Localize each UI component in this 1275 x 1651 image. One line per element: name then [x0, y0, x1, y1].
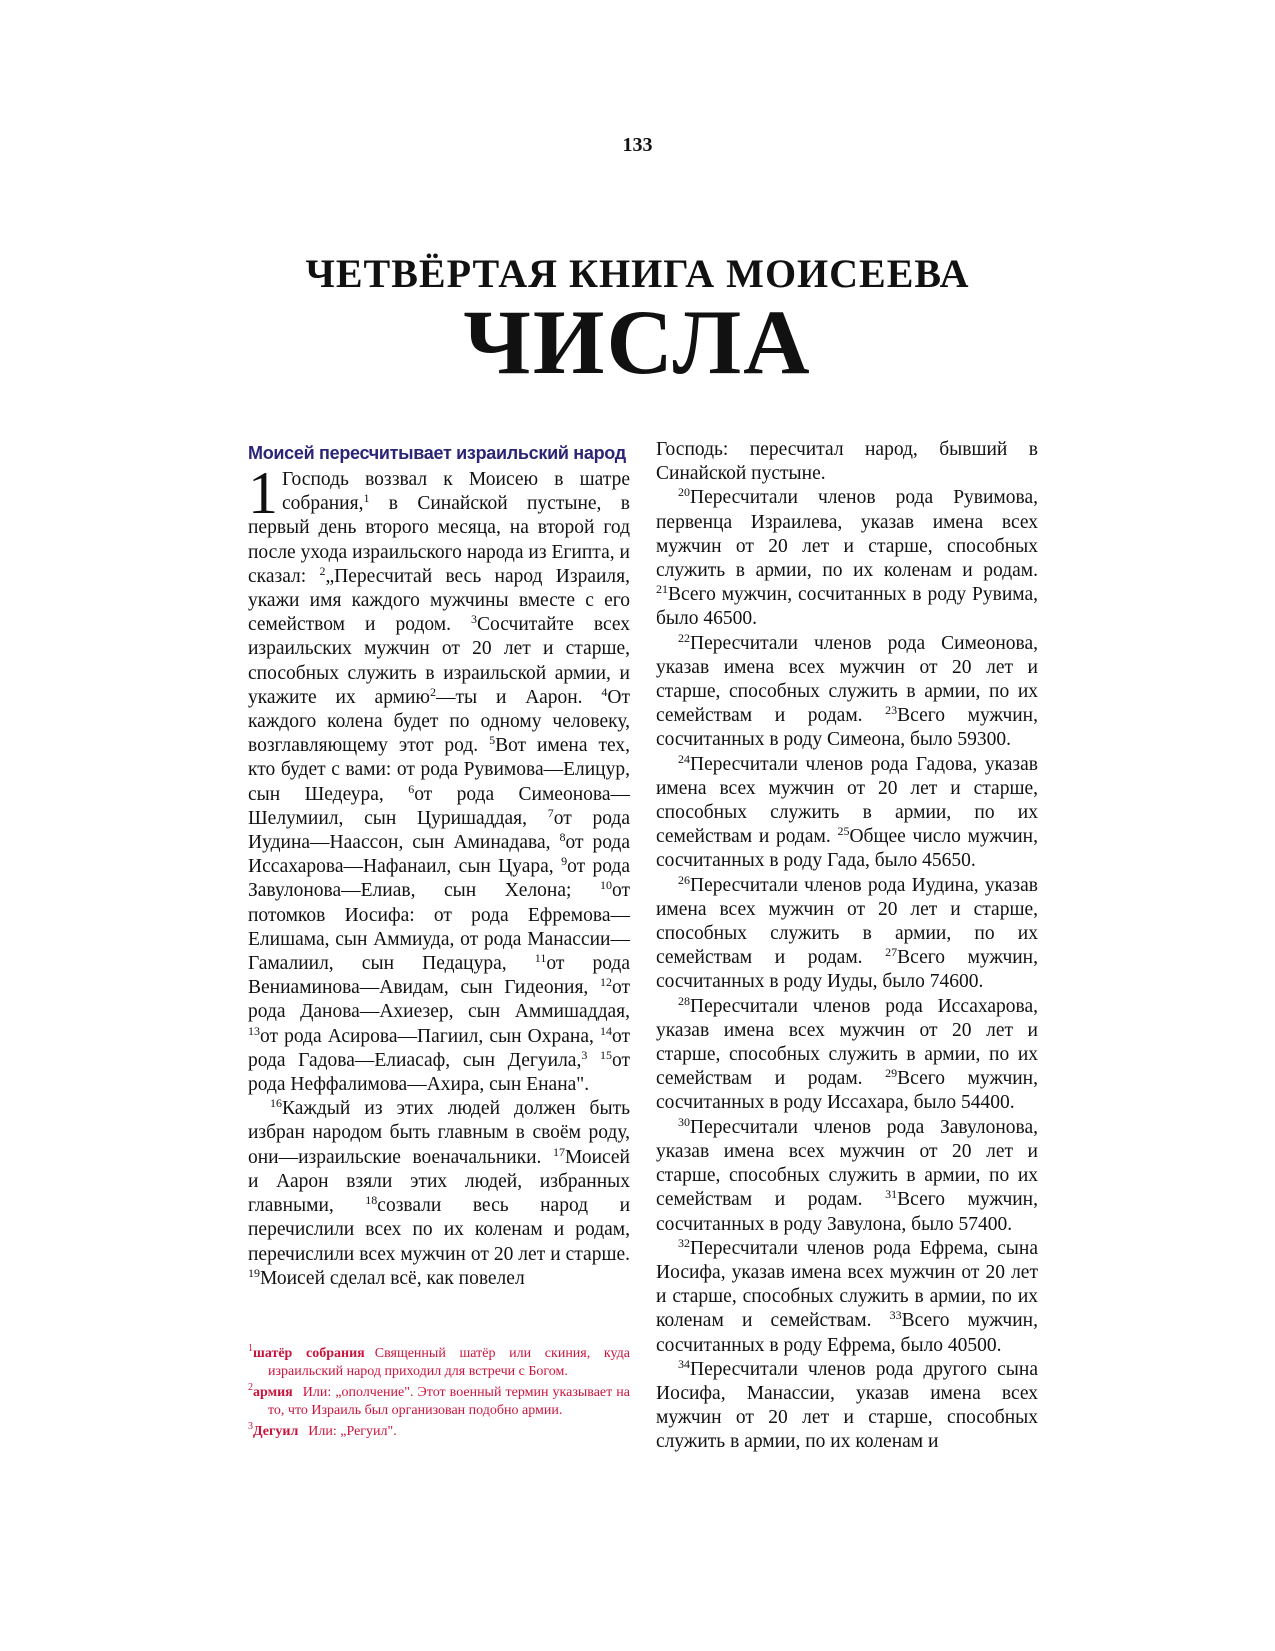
verse-text: от рода Иссахарова—Нафанаил, сын Цуара,	[248, 832, 631, 878]
verse-text: от рода Иудина—Наассон, сын Аминадава,	[248, 807, 630, 854]
verse-number: 28	[678, 993, 690, 1008]
verse-number: 6	[408, 781, 415, 796]
footnote	[248, 1423, 630, 1441]
footnote-term: шатёр собрания	[253, 1346, 365, 1361]
verse-text: Сосчитайте всех израильских мужчин от 20 лет и старше, способных служить в израильской армии, и укажите их армию	[248, 614, 630, 708]
footnote-text: Или: „ополчение". Этот военный термин указывает на то, что Израиль был организован подобно армии.	[268, 1385, 630, 1418]
verse-text: Всего мужчин, сосчитанных в роду Завулона, было 57400.	[656, 1189, 1038, 1235]
verse-text: Пересчитали членов рода Иудина, указав имена всех мужчин от 20 лет и старше, способных служить в армии, по их семействам и родам.	[656, 874, 1038, 969]
verse-text: —ты и Аарон.	[436, 686, 602, 708]
verse-paragraph	[656, 874, 1038, 995]
verse-text: Пересчитали членов рода Завулонова, указав имена всех мужчин от 20 лет и старше, способных служить в армии, по их семействам и родам.	[656, 1116, 1038, 1211]
verse-text: От каждого колена будет по одному человеку, возглавляющему этот род.	[248, 686, 630, 757]
verse-text: от рода Неффалимова—Ахира, сын Енана".	[248, 1049, 630, 1096]
verse-text: от рода Симеонова—Шелумиил, сын Цуришаддая,	[248, 783, 630, 829]
verse-text: „Пересчитай весь народ Израиля, укажи имя каждого мужчины вместе с его семейством и родом.	[248, 565, 630, 636]
verse-number: 13	[248, 1023, 260, 1038]
verse-number: 7	[547, 805, 554, 820]
verse-text: созвали весь народ и перечислили всех по их коленам и родам, перечислили всех мужчин от 20 лет и старше.	[248, 1195, 631, 1265]
verse-number: 23	[885, 703, 898, 718]
verse-paragraph	[656, 753, 1038, 874]
verse-text: от рода Завулонова—Елиав, сын Хелона;	[248, 856, 630, 902]
verse-number: 19	[248, 1265, 260, 1280]
verse-text: от рода Вениаминова—Авидам, сын Гидеония,	[248, 953, 630, 999]
verse-text: Всего мужчин, сосчитанных в роду Симеона, было 59300.	[656, 705, 1038, 751]
verse-number: 2	[319, 563, 326, 578]
verse-number: 9	[561, 854, 568, 869]
footnote-number: 2	[248, 1382, 253, 1393]
verse-text: Пересчитали членов рода Иссахарова, указав имена всех мужчин от 20 лет и старше, способных служить в армии, по их семействам и родам.	[656, 995, 1038, 1090]
verse-text: Каждый из этих людей должен быть избран народом быть главным в своём роду, они—израильские военачальники.	[248, 1098, 630, 1168]
footnotes	[248, 1345, 630, 1444]
verse-text	[587, 1050, 600, 1071]
verse-number: 3	[581, 1047, 588, 1062]
page-number: 133	[622, 134, 653, 156]
verse-number: 3	[471, 612, 478, 627]
verse-text: от рода Данова—Ахиезер, сын Аммишаддая,	[248, 977, 630, 1023]
verse-text: Пересчитали членов рода Рувимова, первенца Израилева, указав имена всех мужчин от 20 лет и старше, способных служить в армии, по их коленам и родам.	[656, 487, 1038, 582]
verse-number: 25	[837, 824, 850, 839]
verse-text: Господь: пересчитал народ, бывший в Синайской пустыне.	[656, 439, 1038, 485]
book-title: ЧЕТВЁРТАЯ КНИГА МОИСЕЕВА	[305, 251, 970, 296]
verse-text: Моисей сделал всё, как повелел	[260, 1267, 525, 1289]
footnote	[248, 1345, 630, 1381]
verse-number: 14	[599, 1023, 612, 1038]
verse-number: 1	[363, 491, 370, 506]
footnote-term: Дегуил	[253, 1424, 299, 1439]
verse-paragraph	[656, 1358, 1038, 1455]
verse-text: Всего мужчин, сосчитанных в роду Ефрема, было 40500.	[656, 1310, 1038, 1356]
verse-number: 34	[678, 1356, 690, 1371]
verse-number: 12	[599, 975, 612, 990]
verse-text: Моисей и Аарон взяли этих людей, избранных главными,	[248, 1146, 630, 1217]
verse-number: 8	[559, 829, 566, 844]
footnote-term: армия	[253, 1385, 293, 1400]
footnote-text: Священный шатёр или скиния, куда израильский народ приходил для встречи с Богом.	[268, 1346, 630, 1379]
footnote-text: Или: „Регуил".	[308, 1424, 397, 1439]
verse-number: 21	[656, 582, 668, 597]
verse-number: 29	[885, 1066, 898, 1081]
verse-number: 30	[678, 1114, 690, 1129]
verse-text: Вот имена тех, кто будет с вами: от рода Рувимова—Елицур, сын Шедеура,	[248, 735, 630, 805]
verse-text: в Синайской пустыне, в первый день второго месяца, на второй год после ухода израильского народа из Египта, и сказал:	[248, 493, 630, 587]
verse-text: Пересчитали членов рода Гадова, указав имена всех мужчин от 20 лет и старше, способных служить в армии, по их семействам и родам.	[656, 753, 1038, 848]
verse-number: 32	[678, 1235, 690, 1250]
verse-number: 4	[601, 684, 608, 699]
verse-number: 10	[599, 878, 612, 893]
verse-paragraph	[656, 438, 1038, 486]
chapter-number: 1	[248, 460, 278, 526]
verse-number: 18	[365, 1192, 378, 1207]
verse-number: 11	[534, 950, 547, 965]
verse-text: Пересчитали членов рода Ефрема, сына Иосифа, указав имена всех мужчин от 20 лет и старше, способных служить в армии, по их коленам и семействам.	[656, 1237, 1038, 1332]
verse-text: от рода Асирова—Пагиил, сын Охрана,	[260, 1025, 600, 1047]
footnote-number: 1	[248, 1343, 253, 1354]
verse-number: 33	[889, 1308, 902, 1323]
verse-number: 20	[678, 485, 690, 500]
verse-number: 5	[489, 733, 496, 748]
verse-text: от рода Гадова—Елиасаф, сын Дегуила,	[248, 1025, 630, 1071]
verse-number: 22	[678, 630, 690, 645]
verse-number: 26	[678, 872, 690, 887]
verse-number: 16	[270, 1096, 282, 1111]
verse-paragraph	[656, 632, 1038, 753]
verse-text: Общее число мужчин, сосчитанных в роду Гада, было 45650.	[656, 826, 1038, 872]
verse-number: 17	[552, 1144, 565, 1159]
verse-paragraph	[656, 486, 1038, 631]
verse-text: Пересчитали членов рода Симеонова, указав имена всех мужчин от 20 лет и старше, способных служить в армии, по их семействам и родам.	[656, 632, 1038, 727]
verse-number: 24	[678, 751, 690, 766]
left-column	[248, 442, 630, 1291]
verse-paragraph	[656, 1116, 1038, 1237]
right-column	[656, 438, 1038, 1455]
verse-number: 27	[885, 945, 898, 960]
verse-paragraph	[656, 995, 1038, 1116]
verse-text: Господь воззвал к Моисею в шатре собрания,	[282, 469, 630, 515]
verse-text: Пересчитали членов рода другого сына Иосифа, Манассии, указав имена всех мужчин от 20 лет и старше, способных служить в армии, по их коленам и	[656, 1358, 1038, 1453]
section-heading: Моисей пересчитывает израильский народ	[248, 443, 626, 463]
verse-text: Всего мужчин, сосчитанных в роду Иссахара, было 54400.	[656, 1068, 1038, 1114]
verse-paragraph	[248, 1097, 630, 1291]
verse-number: 15	[599, 1047, 612, 1062]
verse-text: Всего мужчин, сосчитанных в роду Иуды, было 74600.	[656, 947, 1038, 993]
footnote	[248, 1384, 630, 1420]
verse-number: 31	[885, 1187, 898, 1202]
verse-text: от потомков Иосифа: от рода Ефремова—Елишама, сын Аммиуда, от рода Манассии—Гамалиил, сын Педацура,	[248, 880, 630, 975]
verse-text: Всего мужчин, сосчитанных в роду Рувима, было 46500.	[656, 584, 1038, 630]
footnote-number: 3	[248, 1421, 253, 1432]
verse-paragraph	[656, 1237, 1038, 1358]
book-subtitle: ЧИСЛА	[463, 291, 812, 393]
verse-paragraph	[248, 460, 631, 1097]
verse-number: 2	[430, 684, 436, 699]
